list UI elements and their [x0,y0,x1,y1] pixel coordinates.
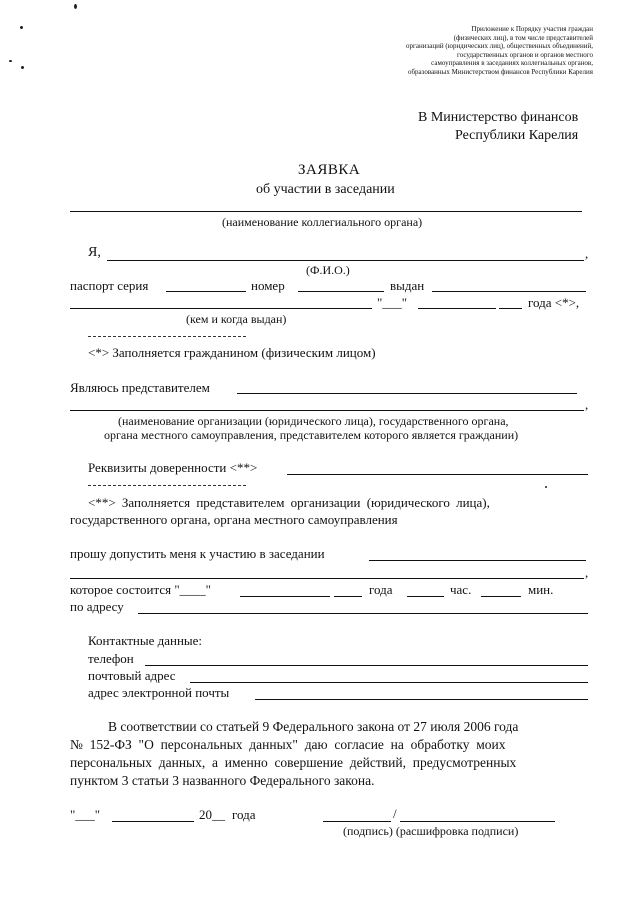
body-name-field[interactable] [70,211,582,212]
signature-decode-field[interactable] [400,821,555,822]
body-name-hint: (наименование коллегиального органа) [222,215,423,229]
held-hour-label: час. [450,582,472,597]
representative-comma: , [585,397,589,412]
passport-issued-label: выдан [390,278,425,293]
meeting-field[interactable] [369,560,586,561]
email-field[interactable] [255,699,588,700]
appendix-line: организаций (юридических лиц), общественных объединений, [406,42,593,51]
sign-slash: / [393,806,397,821]
held-min-field[interactable] [481,596,521,597]
post-label: почтовый адрес [88,668,176,683]
address-label: по адресу [70,599,124,614]
representative-label: Являюсь представителем [70,380,210,395]
scan-speck [74,4,77,9]
passport-number-label: номер [251,278,285,293]
sign-month-field[interactable] [112,821,194,822]
request-label: прошу допустить меня к участию в заседании [70,546,325,561]
meeting-comma: , [585,565,589,580]
org-hint-2: органа местного самоуправления, представителем которого является граждании) [104,428,519,442]
appendix-line: государственных органов и органов местного [457,50,593,59]
issued-month-field[interactable] [418,308,496,309]
fio-hint: (Ф.И.О.) [306,263,350,277]
passport-series-field[interactable] [166,291,246,292]
consent-line-4: пунктом 3 статьи 3 названного Федерального закона. [70,773,375,788]
form-subtitle: об участии в заседании [256,182,395,197]
phone-label: телефон [88,651,134,666]
appendix-note [303,25,593,77]
held-hour-field[interactable] [407,596,444,597]
held-year-field[interactable] [334,596,362,597]
passport-series-label: паспорт серия [70,278,149,293]
phone-field[interactable] [145,665,588,666]
signature-field[interactable] [323,821,391,822]
sign-hint: (подпись) (расшифровка подписи) [343,824,519,838]
scan-speck [9,60,12,62]
fio-comma: , [585,246,589,261]
ya-label: Я, [88,245,101,260]
issued-hint: (кем и когда выдан) [186,312,287,326]
addressee-line-1: В Министерство финансов [418,110,579,125]
consent-line-2: № 152-ФЗ "О персональных данных" даю согласие на обработку моих [70,737,506,752]
post-field[interactable] [190,682,588,683]
address-field[interactable] [138,613,588,614]
passport-number-field[interactable] [298,291,384,292]
proxy-label: Реквизиты доверенности <**> [88,460,258,475]
contacts-title: Контактные данные: [88,633,203,648]
scan-speck [21,66,24,69]
appendix-line: Приложение к Порядку участия граждан [471,25,593,33]
footnote-divider [88,336,246,337]
addressee-line-2: Республики Карелия [455,128,579,143]
issued-date-day: "___" [377,295,408,310]
appendix-line: самоуправления в заседаниях коллегиальных органов, [431,59,593,68]
representative-field-2[interactable] [70,410,584,411]
sign-year-prefix: 20__ [199,807,225,822]
held-min-label: мин. [528,582,554,597]
footnote-2-line-2: государственного органа, органа местного самоуправления [70,512,398,527]
consent-line-3: персональных данных, а именно совершение действий, предусмотренных [70,755,517,770]
held-on-label: которое состоится "____" [70,582,211,597]
sign-date-day: "___" [70,807,101,822]
sign-year-word: года [232,807,256,822]
footnote-1: <*> Заполняется гражданином (физическим лицом) [88,345,376,360]
email-label: адрес электронной почты [88,685,230,700]
issued-by-field[interactable] [70,308,372,309]
held-year-label: года [369,582,393,597]
footnote-2-line-1: <**> Заполняется представителем организации (юридического лица), [88,495,490,510]
scan-speck [545,486,547,488]
footnote-divider-2 [88,485,246,486]
passport-issued-field[interactable] [432,291,586,292]
issued-year-label: года <*>, [528,295,580,310]
appendix-line: (физических лиц), в том числе представителей [453,33,593,42]
fio-field[interactable] [107,260,584,261]
representative-field[interactable] [237,393,577,394]
issued-year-field[interactable] [499,308,522,309]
proxy-field[interactable] [287,474,588,475]
held-month-field[interactable] [240,596,330,597]
form-title: ЗАЯВКА [298,162,361,178]
org-hint-1: (наименование организации (юридического лица), государственного органа, [118,414,509,428]
appendix-line: образованных Министерством финансов Республики Карелия [407,67,593,76]
consent-line-1: В соответствии со статьей 9 Федерального закона от 27 июля 2006 года [108,719,519,734]
scan-speck [20,26,23,29]
meeting-field-2[interactable] [70,578,584,579]
